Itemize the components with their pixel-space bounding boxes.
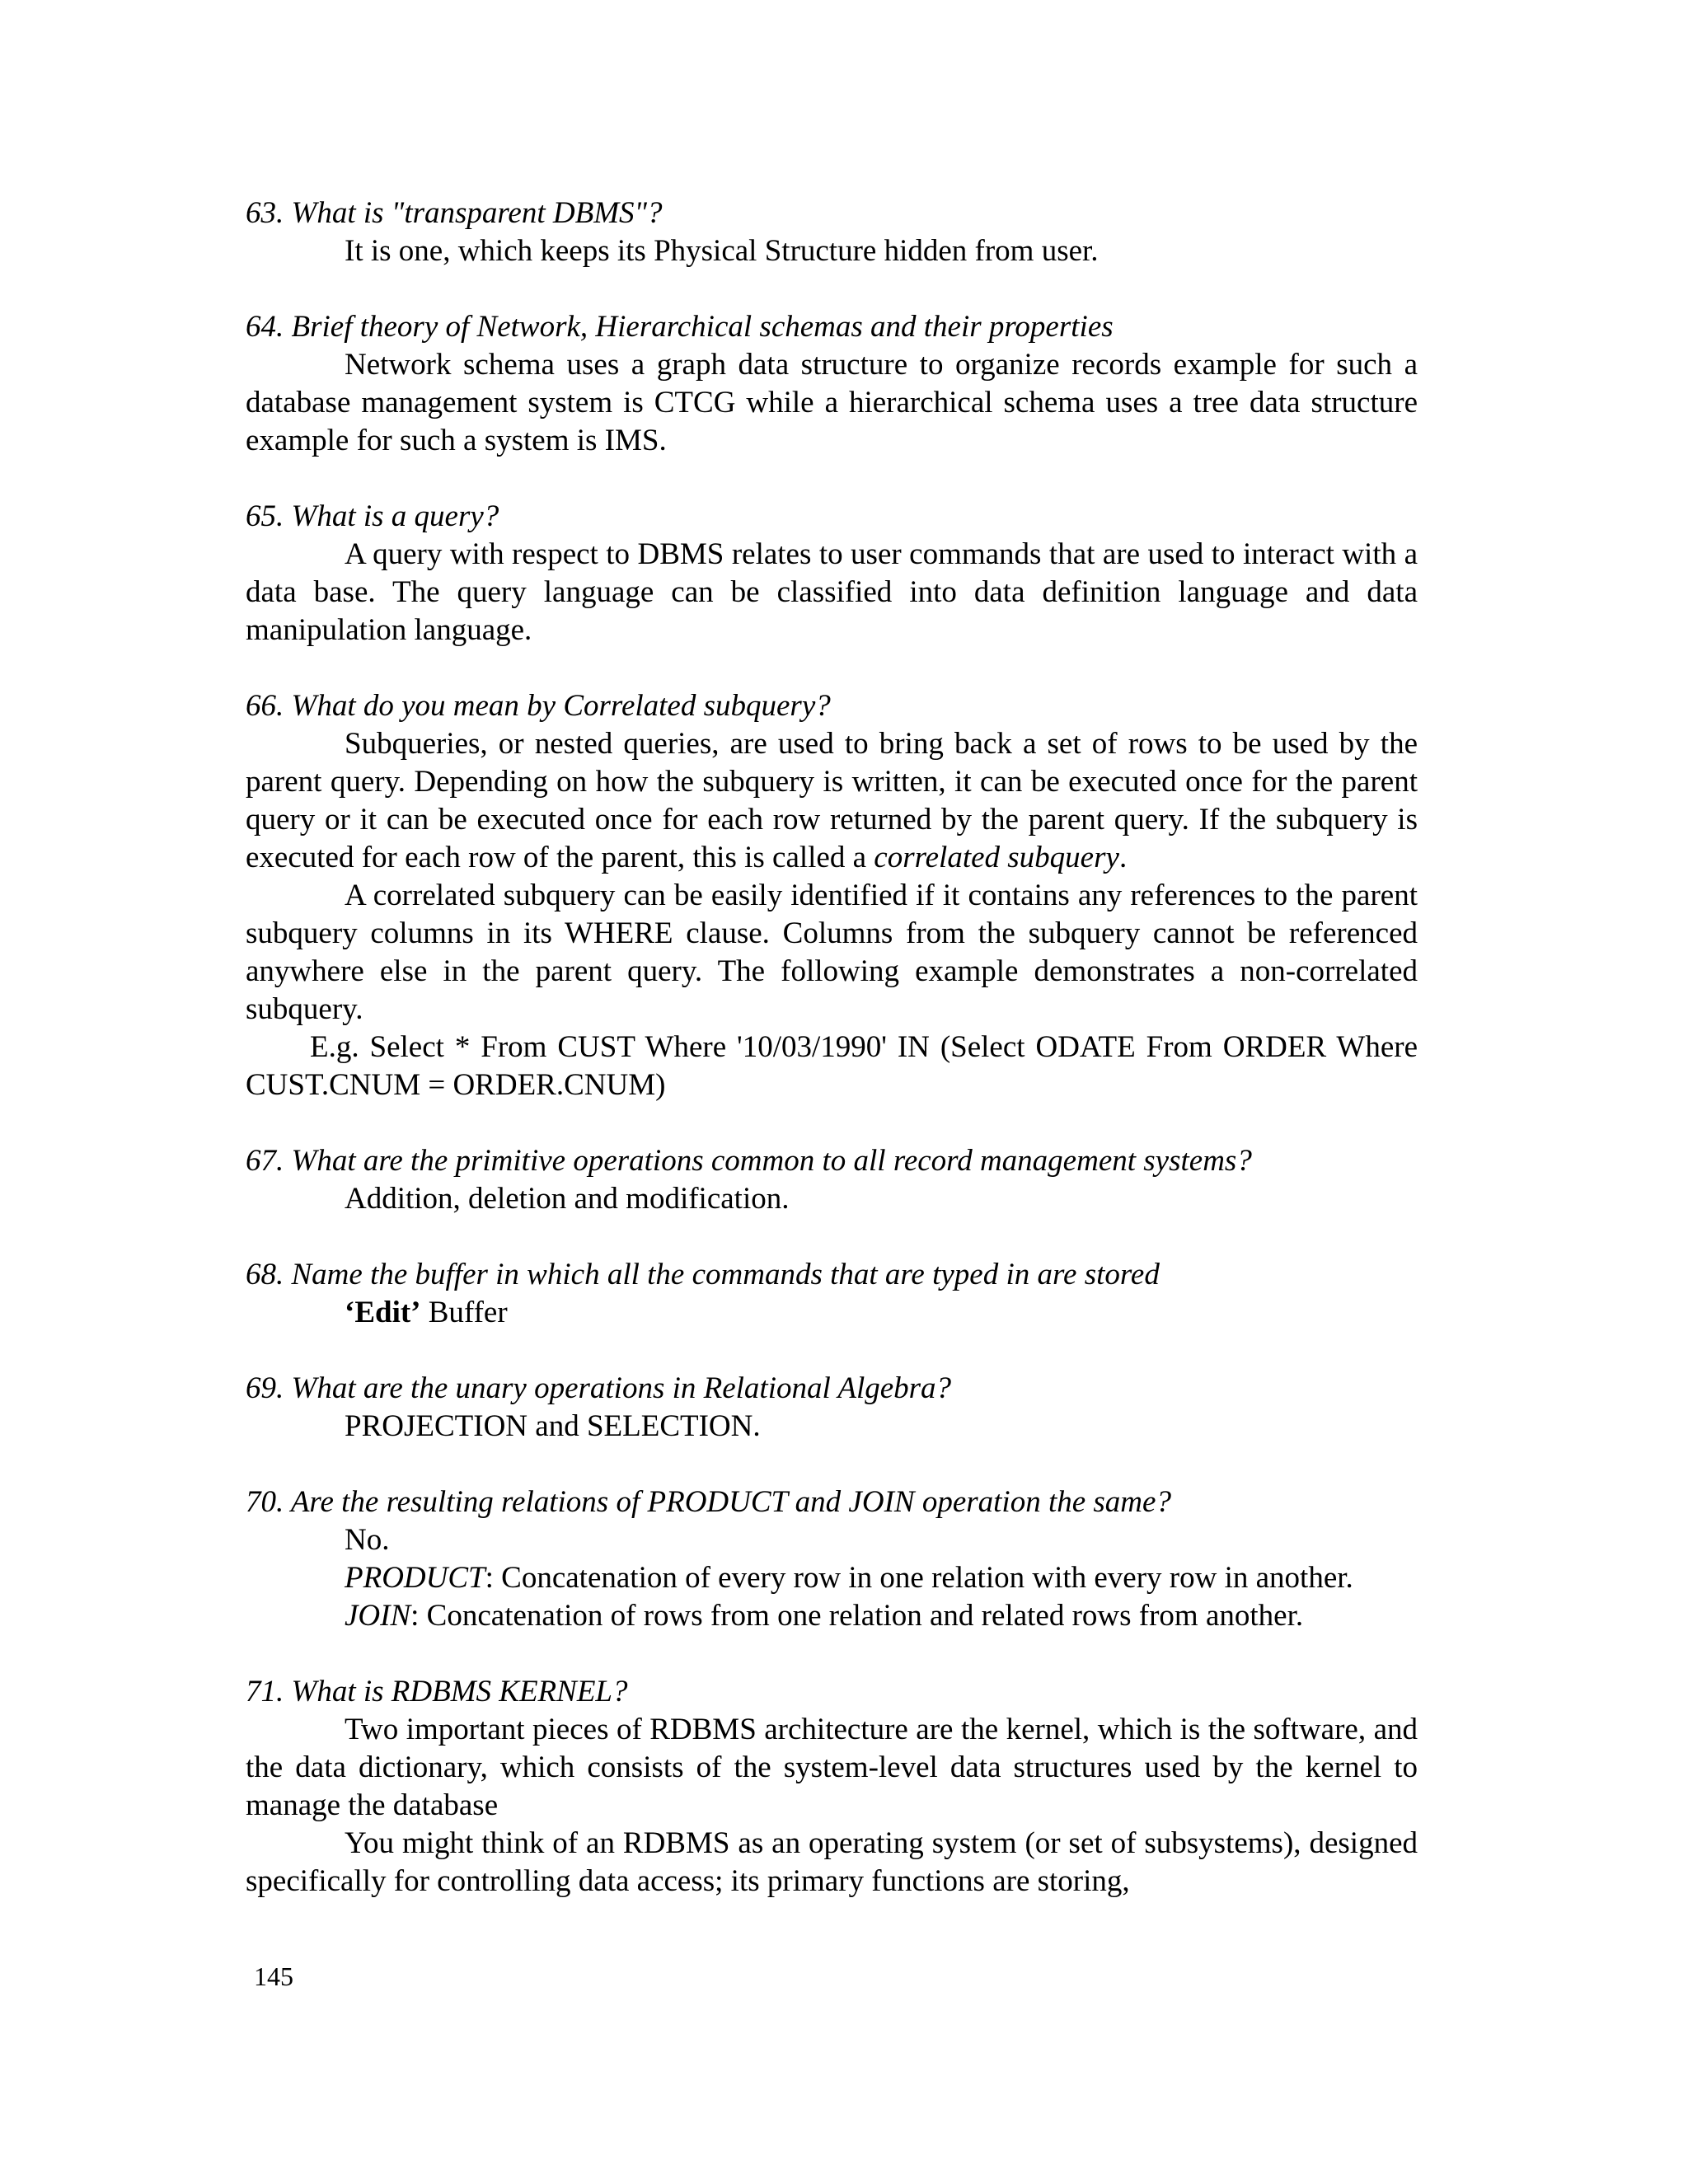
question-70: 70. Are the resulting relations of PRODUCT and JOIN operation the same? — [246, 1485, 1171, 1519]
answer-65: A query with respect to DBMS relates to user commands that are used to interact with a data base. The query language can be classified into data definition language and data manipulation language. — [246, 537, 1418, 647]
qa-70 — [246, 1483, 1418, 1635]
join-term: JOIN — [345, 1599, 411, 1633]
question-68: 68. Name the buffer in which all the commands that are typed in are stored — [246, 1258, 1160, 1291]
answer-68 — [246, 1294, 1418, 1332]
question-69: 69. What are the unary operations in Relational Algebra? — [246, 1371, 952, 1405]
answer-63: It is one, which keeps its Physical Structure hidden from user. — [345, 234, 1099, 268]
qa-64 — [246, 308, 1418, 460]
question-66: 66. What do you mean by Correlated subquery? — [246, 689, 831, 723]
qa-66 — [246, 687, 1418, 1104]
answer-70-no: No. — [345, 1523, 390, 1557]
edit-term: ‘Edit’ — [345, 1296, 421, 1329]
question-67: 67. What are the primitive operations common to all record management systems? — [246, 1144, 1252, 1178]
page-number: 145 — [254, 1961, 293, 1991]
answer-66-paragraph-2: A correlated subquery can be easily identified if it contains any references to the parent subquery columns in its WHERE clause. Columns from the subquery cannot be referenced anywhere else in the parent query. The following example demonstrates a non-correlated subquery. — [246, 879, 1418, 1026]
qa-69 — [246, 1370, 1418, 1446]
answer-68-text: Buffer — [420, 1296, 508, 1329]
question-63: 63. What is "transparent DBMS"? — [246, 196, 663, 230]
answer-64: Network schema uses a graph data structure to organize records example for such a database management system is CTCG while a hierarchical schema uses a tree data structure example for such a system is IMS. — [246, 348, 1418, 457]
qa-63 — [246, 194, 1418, 270]
answer-66-example: E.g. Select * From CUST Where '10/03/1990' IN (Select ODATE From ORDER Where CUST.CNUM = ORDER.CNUM) — [246, 1030, 1418, 1102]
answer-66-period: . — [1118, 841, 1128, 874]
qa-67 — [246, 1142, 1418, 1218]
question-71: 71. What is RDBMS KERNEL? — [246, 1675, 628, 1708]
answer-71-paragraph-1: Two important pieces of RDBMS architecture are the kernel, which is the software, and the data dictionary, which consists of the system-level data structures used by the kernel to manage the database — [246, 1713, 1418, 1822]
answer-70-product — [246, 1559, 1418, 1597]
correlated-subquery-term: correlated subquery — [874, 841, 1119, 874]
answer-69: PROJECTION and SELECTION. — [345, 1409, 761, 1443]
qa-71 — [246, 1673, 1418, 1900]
question-65: 65. What is a query? — [246, 499, 499, 533]
join-definition: : Concatenation of rows from one relation and related rows from another. — [410, 1599, 1304, 1633]
product-definition: : Concatenation of every row in one relation with every row in another. — [485, 1561, 1353, 1595]
answer-66-paragraph-1 — [246, 725, 1418, 877]
qa-65 — [246, 498, 1418, 649]
answer-70-join — [246, 1597, 1418, 1635]
answer-67: Addition, deletion and modification. — [345, 1182, 790, 1216]
question-64: 64. Brief theory of Network, Hierarchical schemas and their properties — [246, 310, 1114, 344]
qa-68 — [246, 1256, 1418, 1332]
answer-71-paragraph-2: You might think of an RDBMS as an operating system (or set of subsystems), designed specifically for controlling data access; its primary functions are storing, — [246, 1826, 1418, 1898]
product-term: PRODUCT — [345, 1561, 485, 1595]
document-page — [246, 194, 1418, 1938]
answer-66-text: Subqueries, or nested queries, are used to bring back a set of rows to be used by the parent query. Depending on how the subquery is written, it can be executed once for the parent query or it can be executed once for each row returned by the parent query. If the subquery is executed for each row of the parent, this is called a — [246, 727, 1418, 874]
